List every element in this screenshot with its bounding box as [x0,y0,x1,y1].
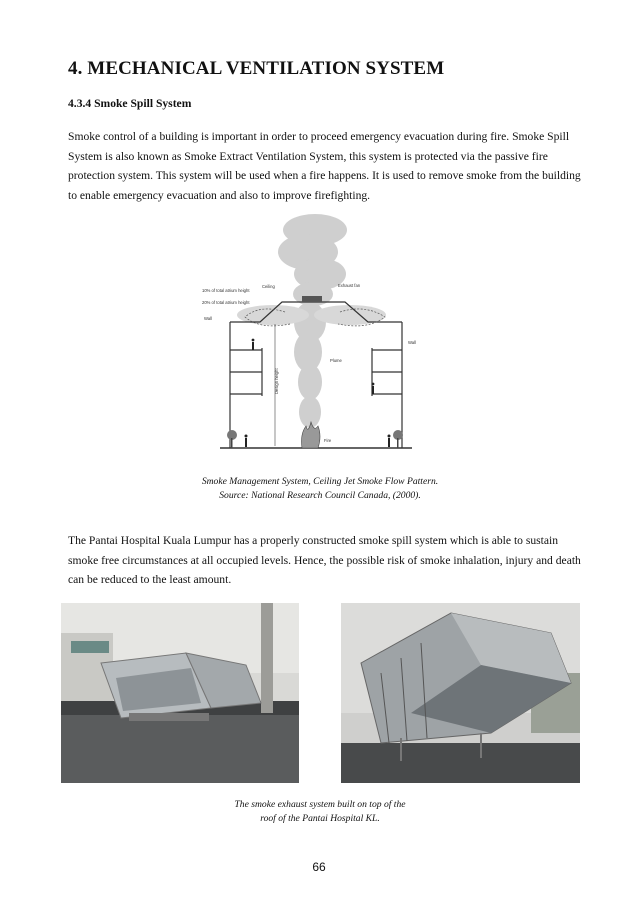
label-exhaust-fan: Exhaust fan [338,283,361,288]
label-design-height: Design height [274,368,279,394]
label-ceiling: Ceiling [262,284,275,289]
label-fire: Fire [324,438,332,443]
label-twenty-percent: 20% of total atrium height [202,300,250,305]
diagram-caption-line-1: Smoke Management System, Ceiling Jet Smoke Flow Pattern. [201,476,439,487]
label-wall-left: Wall [204,316,212,321]
page-number: 66 [312,860,326,874]
intro-paragraph: Smoke control of a building is important in order to proceed emergency evacuation during fire. Smoke Spill System is also known as Smoke Extract Ventilation System, this system is protected via the passive fire protection system. This system will be used when a fire happens. It is used to remove smoke from the building to enable emergency evacuation and also to improve firefighting. [68,130,581,202]
exhaust-fan-icon [302,296,322,302]
fire-icon [302,422,321,448]
photo-caption-line-1: The smoke exhaust system built on top of the [234,799,406,810]
smoke-plume [237,214,386,428]
section-heading: 4. MECHANICAL VENTILATION SYSTEM [68,58,445,79]
rooftop-exhaust-photo-2 [341,603,580,783]
smoke-flow-diagram [190,212,440,462]
hospital-paragraph: The Pantai Hospital Kuala Lumpur has a properly constructed smoke spill system which is able to sustain smoke free circumstances at all occupied levels. Hence, the possible risk of smoke inhalation, injury and death can be reduced to the least amount. [68,534,581,586]
diagram-caption [150,475,490,503]
diagram-caption-line-2: Source: National Research Council Canada, (2000). [219,490,421,501]
label-plume: Plume [330,358,342,363]
subsection-heading: 4.3.4 Smoke Spill System [68,97,192,110]
photo-caption [180,798,460,826]
label-ten-percent: 10% of total atrium height [202,288,250,293]
photo-caption-line-2: roof of the Pantai Hospital KL. [260,813,380,824]
label-wall-right: Wall [408,340,416,345]
rooftop-exhaust-photo-1 [61,603,299,783]
